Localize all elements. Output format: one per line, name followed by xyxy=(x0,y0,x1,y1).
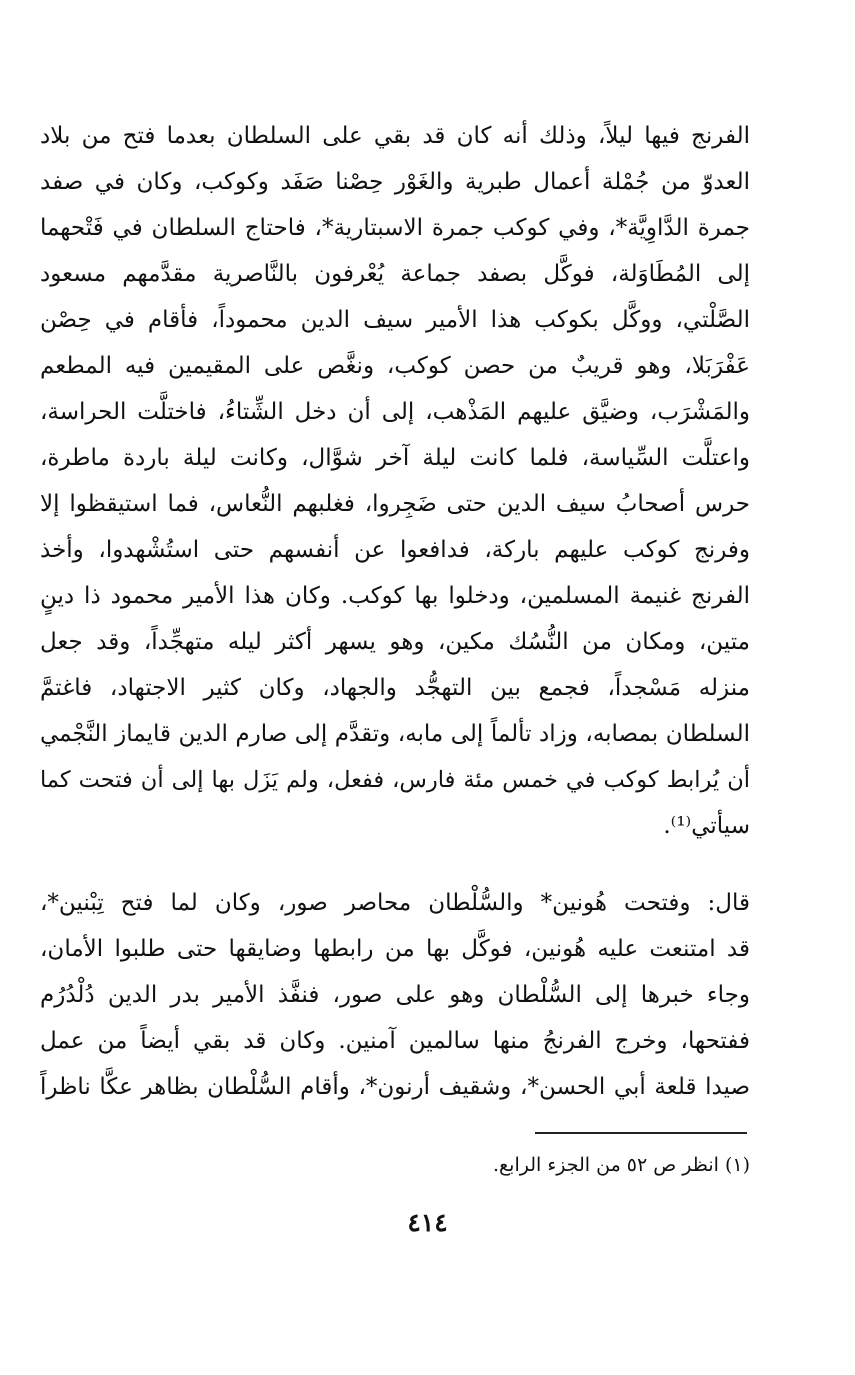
page-number: ٤١٤ xyxy=(407,1208,448,1237)
text-line: وفرنج كوكب عليهم باركة، فدافعوا عن أنفسهم حتى استُشْهدوا، وأخذ xyxy=(40,537,750,563)
body-paragraph-1 xyxy=(40,113,750,849)
text-line: عَفْرَبَلا، وهو قريبٌ من حصن كوكب، ونغَّص على المقيمين فيه المطعم xyxy=(40,353,750,379)
text-line: إلى المُطَاوَلة، فوكَّل بصفد جماعة يُعْرفون بالنَّاصرية مقدَّمهم مسعود xyxy=(40,261,750,287)
text-line: الفرنج فيها ليلاً، وذلك أنه كان قد بقي على السلطان بعدما فتح من بلاد xyxy=(40,123,750,149)
text-line: حرس أصحابُ سيف الدين حتى ضَجِروا، فغلبهم النُّعاس، فما استيقظوا إلا xyxy=(40,491,750,517)
text-line: قال: وفتحت هُونين* والسُّلْطان محاصر صور، وكان لما فتح تِبْنين*، xyxy=(40,890,750,916)
text-line: سيأتي⁽¹⁾. xyxy=(663,813,750,839)
text-line: ففتحها، وخرج الفرنجُ منها سالمين آمنين. وكان قد بقي أيضاً من عمل xyxy=(40,1028,750,1054)
text-line: قد امتنعت عليه هُونين، فوكَّل بها من رابطها وضايقها حتى طلبوا الأمان، xyxy=(40,936,750,962)
text-line: متين، ومكان من النُّسُك مكين، وهو يسهر أكثر ليله متهجِّداً، وقد جعل xyxy=(40,629,750,655)
text-line: أن يُرابط كوكب في خمس مئة فارس، ففعل، ولم يَزَل بها إلى أن فتحت كما xyxy=(40,767,750,793)
text-line: والمَشْرَب، وضيَّق عليهم المَذْهب، إلى أن دخل الشِّتاءُ، فاختلَّت الحراسة، xyxy=(40,399,750,425)
text-line: واعتلَّت السِّياسة، فلما كانت ليلة آخر شوَّال، وكانت ليلة باردة ماطرة، xyxy=(40,445,750,471)
text-line: منزله مَسْجداً، فجمع بين التهجُّد والجهاد، وكان كثير الاجتهاد، فاغتمَّ xyxy=(40,675,750,701)
text-line: السلطان بمصابه، وزاد تألماً إلى مابه، وتقدَّم إلى صارم الدين قايماز النَّجْمي xyxy=(40,721,750,747)
footnote: (١) انظر ص ٥٢ من الجزء الرابع. xyxy=(493,1154,750,1176)
body-paragraph-2 xyxy=(40,880,750,1110)
text-line: جمرة الدَّاوِيَّة*، وفي كوكب جمرة الاسبتارية*، فاحتاج السلطان في فَتْحهما xyxy=(40,215,750,241)
text-line: وجاء خبرها إلى السُّلْطان وهو على صور، فنفَّذ الأمير بدر الدين دُلْدُرُم xyxy=(40,982,750,1008)
footnote-divider xyxy=(535,1132,747,1134)
text-line: صيدا قلعة أبي الحسن*، وشقيف أرنون*، وأقام السُّلْطان بظاهر عكَّا ناظراً xyxy=(40,1074,750,1100)
text-line: الفرنج غنيمة المسلمين، ودخلوا بها كوكب. وكان هذا الأمير محمود ذا دينٍ xyxy=(40,583,750,609)
text-line: العدوّ من جُمْلة أعمال طبرية والغَوْر حِصْنا صَفَد وكوكب، وكان في صفد xyxy=(40,169,750,195)
text-line: الصَّلْتي، ووكَّل بكوكب هذا الأمير سيف الدين محموداً، فأقام في حِصْن xyxy=(40,307,750,333)
